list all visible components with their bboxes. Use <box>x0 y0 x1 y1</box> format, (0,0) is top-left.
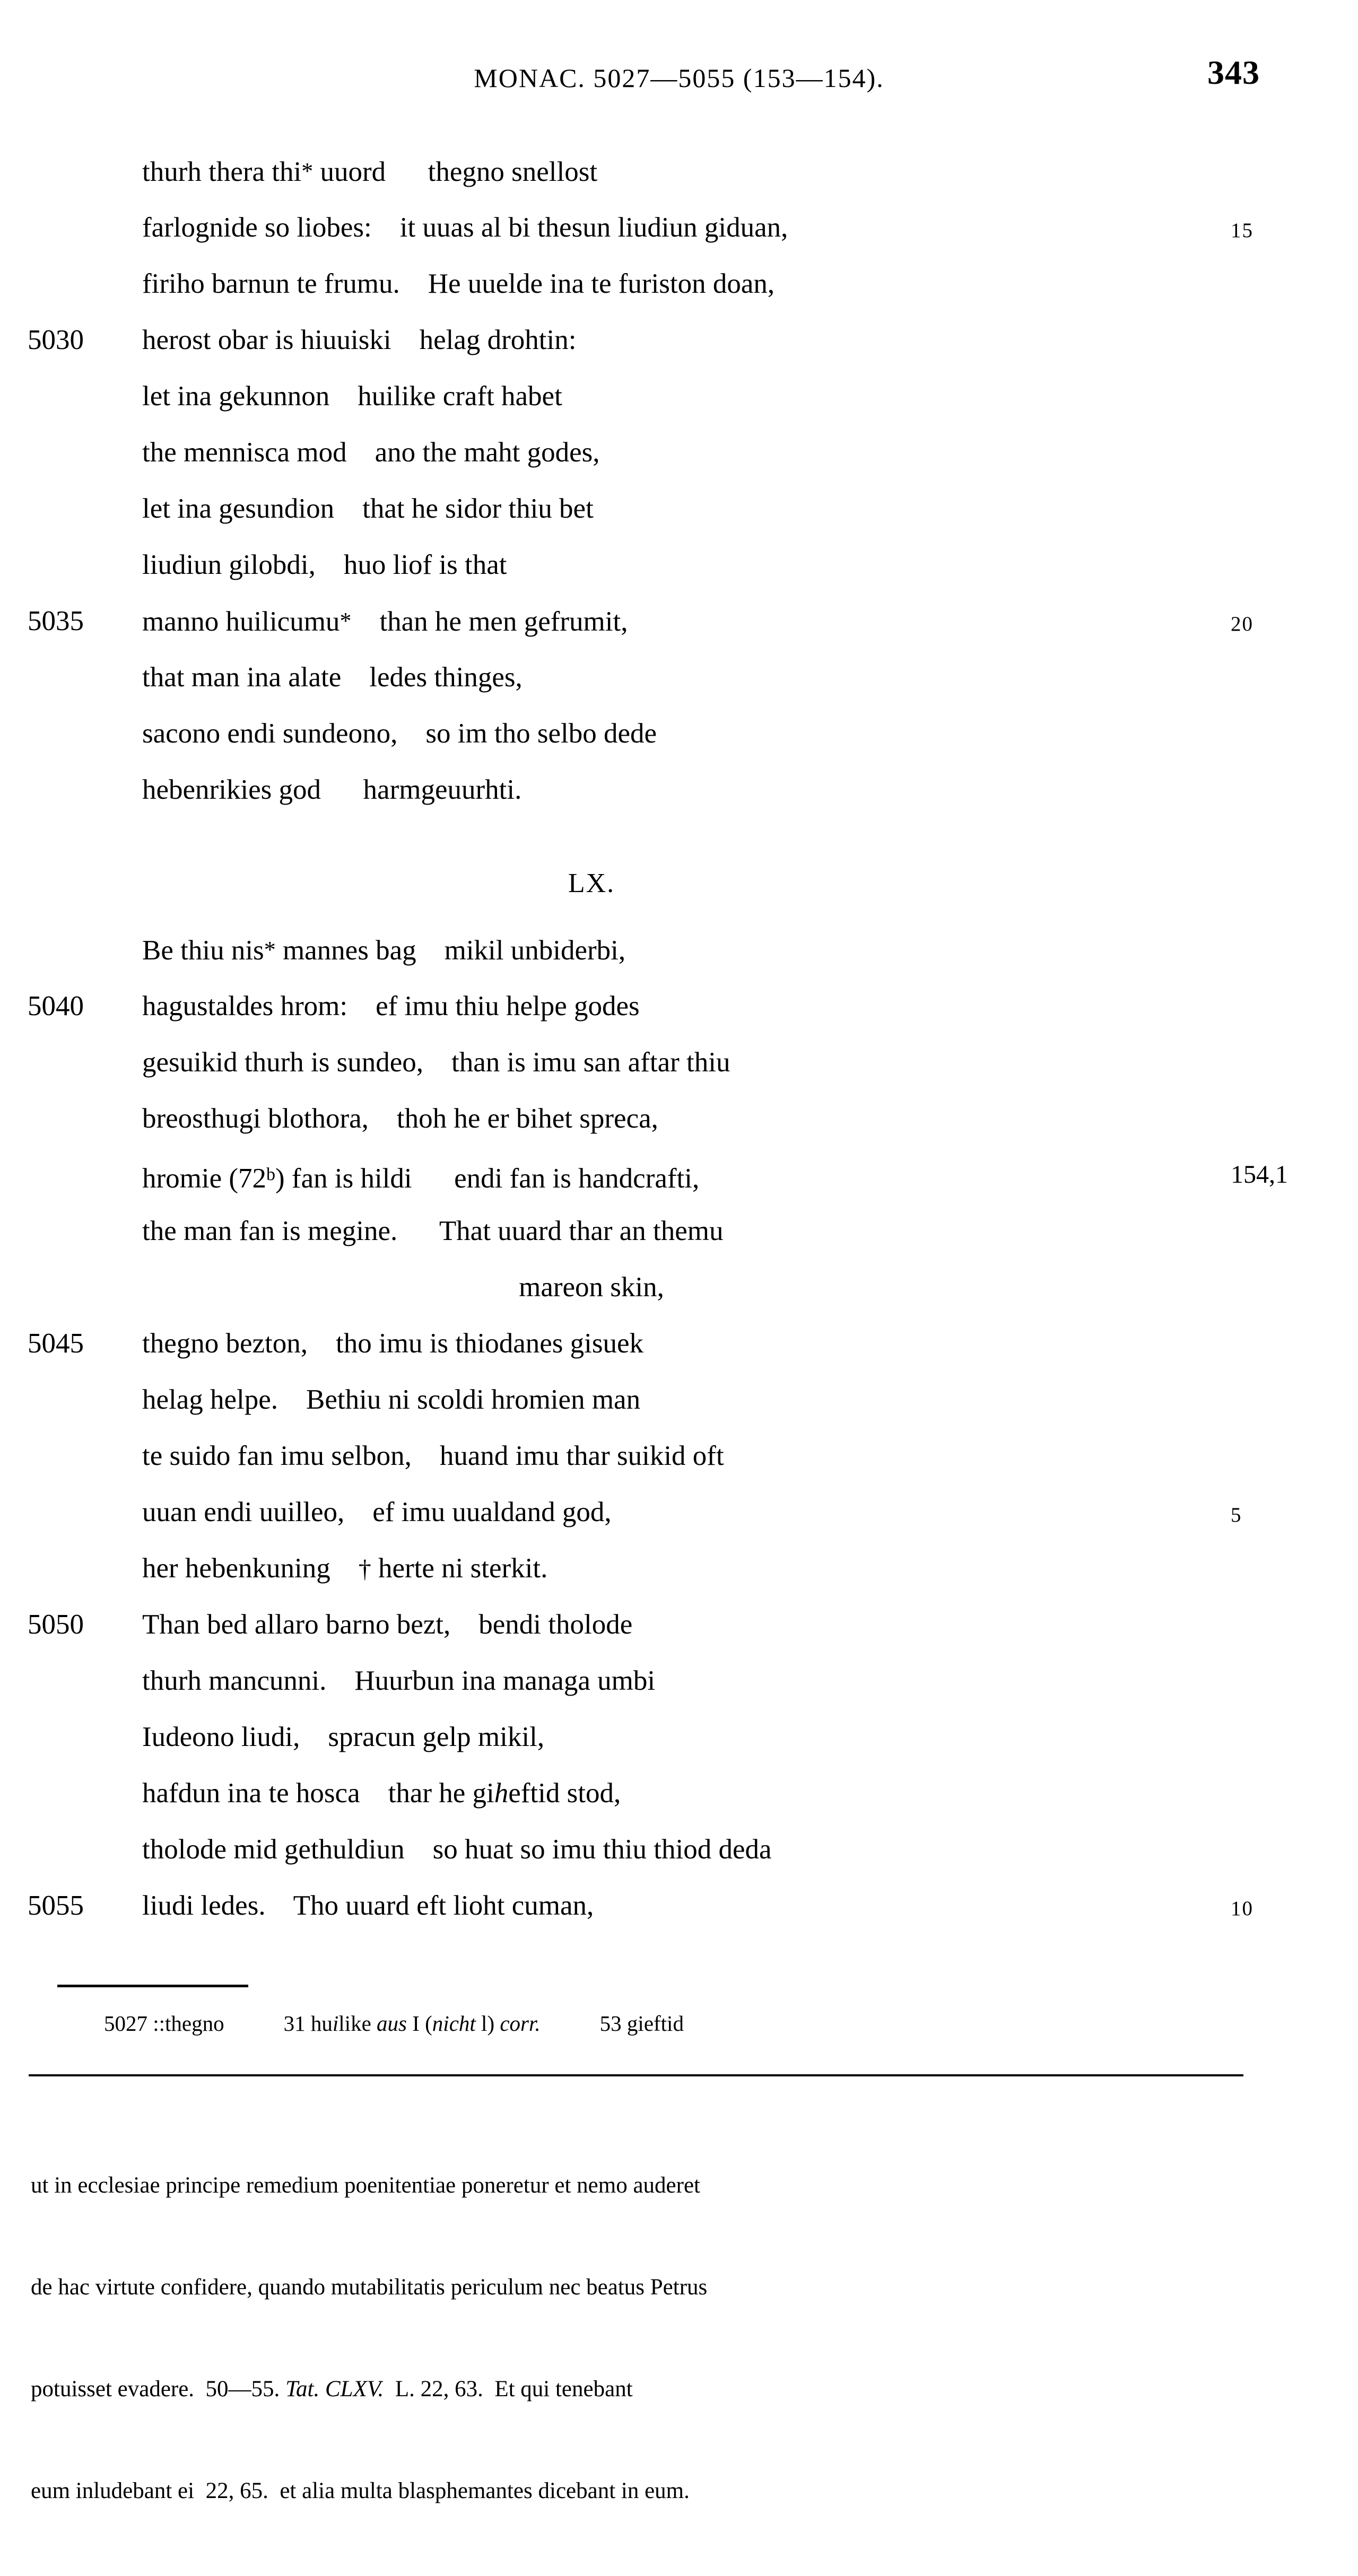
verse-line <box>0 424 1358 481</box>
latin-line-3-part-b: L. 22, 63. Et qui tenebant <box>384 2377 633 2402</box>
asterisk-marker: * <box>301 158 314 184</box>
verse-number: 5040 <box>28 991 84 1021</box>
latin-tatian-reference: Tat. CLXV. <box>285 2377 384 2402</box>
verse-line <box>0 1540 1358 1596</box>
verse-text: thurh mancunni. Huurbun ina managa umbi <box>142 1665 656 1696</box>
verse-line <box>0 256 1358 312</box>
verse-text: hebenrikies god harmgeuurhti. <box>142 774 522 805</box>
verse-line <box>0 1484 1358 1540</box>
margin-number: 10 <box>1231 1897 1253 1920</box>
latin-line-3 <box>31 2372 1219 2406</box>
verse-text: that man ina alate ledes thinges, <box>142 662 523 693</box>
margin-number: 20 <box>1231 613 1253 635</box>
verse-text: uuan endi uuilleo, ef imu uualdand god, <box>142 1497 612 1527</box>
verse-text: her hebenkuning † herte ni sterkit. <box>142 1553 548 1584</box>
apparatus-divider-rule <box>57 1985 248 1987</box>
verse-block-lower <box>0 922 1358 1934</box>
dagger-marker: † <box>358 1555 371 1583</box>
latin-divider-rule <box>29 2074 1243 2076</box>
verse-line <box>0 368 1358 424</box>
page-number: 343 <box>1207 54 1260 91</box>
latin-line-4: eum inludebant ei 22, 65. et alia multa blasphemantes dicebant in eum. <box>31 2478 690 2503</box>
verse-line <box>0 1315 1358 1372</box>
verse-number: 5035 <box>28 606 84 636</box>
verse-line <box>0 978 1358 1034</box>
verse-text: sacono endi sundeono, so im tho selbo dede <box>142 718 657 749</box>
apparatus-entry-1-number: 5027 <box>104 2011 147 2036</box>
folio-superscript: b <box>266 1165 276 1184</box>
verse-line <box>0 1034 1358 1090</box>
running-head <box>0 0 1358 93</box>
apparatus-entries <box>104 2011 1358 2036</box>
verse-text: thegno bezton, tho imu is thiodanes gisuek <box>142 1328 644 1359</box>
apparatus-entry-2-word-italic: i <box>332 2011 339 2036</box>
apparatus-entry-3-text: gieftid <box>626 2011 684 2036</box>
verse-line <box>0 649 1358 705</box>
latin-line-1: ut in ecclesiae principe remedium poenitentiae poneretur et nemo auderet <box>31 2173 700 2198</box>
apparatus-entry-1-text: ::thegno <box>153 2011 224 2036</box>
verse-line <box>0 762 1358 818</box>
verse-text: Iudeono liudi, spracun gelp mikil, <box>142 1722 545 1752</box>
margin-number: 5 <box>1231 1504 1242 1526</box>
verse-text: the man fan is megine. That uuard thar an themu <box>142 1216 724 1246</box>
verse-text: Than bed allaro barno bezt, bendi tholode <box>142 1609 633 1640</box>
verse-line <box>0 1765 1358 1821</box>
latin-line-2: de hac virtute confidere, quando mutabilitatis periculum nec beatus Petrus <box>31 2275 708 2300</box>
verse-number: 5030 <box>28 325 84 355</box>
apparatus-siglum: I <box>412 2011 420 2036</box>
verse-line <box>0 312 1358 368</box>
verse-line <box>0 1203 1358 1259</box>
verse-line <box>0 537 1358 593</box>
verse-number: 5050 <box>28 1609 84 1640</box>
verse-text: herost obar is hiuuiski helag drohtin: <box>142 325 577 355</box>
running-title: MONAC. 5027—5055 (153—154). <box>474 63 884 93</box>
apparatus-entry-2-number: 31 <box>283 2011 306 2036</box>
apparatus-entry-3-number: 53 <box>599 2011 622 2036</box>
verse-text: hagustaldes hrom: ef imu thiu helpe godes <box>142 991 640 1021</box>
verse-line <box>0 1878 1358 1934</box>
verse-text: let ina gesundion that he sidor thiu bet <box>142 493 594 524</box>
verse-text: gesuikid thurh is sundeo, than is imu san aftar thiu <box>142 1047 730 1078</box>
verse-runover-line <box>0 1259 1358 1315</box>
verse-text: hafdun ina te hosca thar he giheftid stod, <box>142 1778 621 1809</box>
apparatus-corr: corr. <box>500 2011 541 2036</box>
apparatus-nicht: nicht <box>432 2011 476 2036</box>
verse-line <box>0 143 1358 199</box>
verse-text: hromie (72$^b$) fan is hildi endi fan is handcrafti, <box>142 1163 700 1194</box>
asterisk-marker: * <box>340 608 352 634</box>
apparatus-paren-open: ( <box>425 2011 432 2036</box>
verse-line <box>0 1821 1358 1878</box>
verse-line <box>0 1709 1358 1765</box>
verse-text: thurh thera thi* uuord thegno snellost <box>142 156 598 187</box>
verse-text: firiho barnun te frumu. He uuelde ina te furiston doan, <box>142 268 775 299</box>
italic-letter: h <box>494 1778 509 1809</box>
apparatus-entry-2-word-c: like <box>338 2011 371 2036</box>
verse-text: liudi ledes. Tho uuard eft lioht cuman, <box>142 1890 594 1921</box>
verse-text: breosthugi blothora, thoh he er bihet spreca, <box>142 1103 658 1134</box>
apparatus-aus: aus <box>377 2011 407 2036</box>
verse-line <box>0 593 1358 649</box>
apparatus-entry-2-word-a: hu <box>310 2011 333 2036</box>
verse-line <box>0 1090 1358 1147</box>
verse-text: te suido fan imu selbon, huand imu thar suikid oft <box>142 1440 724 1471</box>
verse-line <box>0 1596 1358 1653</box>
verse-text: the mennisca mod ano the maht godes, <box>142 437 600 468</box>
verse-block-upper <box>0 143 1358 818</box>
verse-text: mareon skin, <box>519 1272 664 1303</box>
verse-text: tholode mid gethuldiun so huat so imu thiu thiod deda <box>142 1834 772 1865</box>
latin-line-3-part-a: potuisset evadere. 50—55. <box>31 2377 286 2402</box>
critical-apparatus <box>0 1985 1358 2036</box>
section-heading: LX. <box>568 868 615 898</box>
verse-text: helag helpe. Bethiu ni scoldi hromien man <box>142 1384 641 1415</box>
verse-text: Be thiu nis* mannes bag mikil unbiderbi, <box>142 935 626 966</box>
verse-text: let ina gekunnon huilike craft habet <box>142 381 562 412</box>
verse-line <box>0 1428 1358 1484</box>
latin-commentary-block <box>0 2074 1358 2576</box>
verse-line <box>0 1147 1358 1203</box>
verse-text: farlognide so liobes: it uuas al bi thesun liudiun giduan, <box>142 212 788 243</box>
apparatus-paren-close: ) <box>487 2011 495 2036</box>
margin-number: 15 <box>1231 219 1253 242</box>
asterisk-marker: * <box>264 937 276 963</box>
apparatus-letter-l: l <box>481 2011 488 2036</box>
verse-line <box>0 705 1358 762</box>
verse-number: 5045 <box>28 1328 84 1359</box>
verse-text: manno huilicumu* than he men gefrumit, <box>142 606 628 637</box>
verse-line <box>0 922 1358 978</box>
verse-line <box>0 481 1358 537</box>
latin-commentary-text <box>31 2101 1219 2576</box>
verse-line <box>0 199 1358 256</box>
margin-number: 154,1 <box>1231 1160 1288 1189</box>
verse-line <box>0 1372 1358 1428</box>
verse-line <box>0 1653 1358 1709</box>
verse-number: 5055 <box>28 1890 84 1921</box>
verse-text: liudiun gilobdi, huo liof is that <box>142 549 507 580</box>
